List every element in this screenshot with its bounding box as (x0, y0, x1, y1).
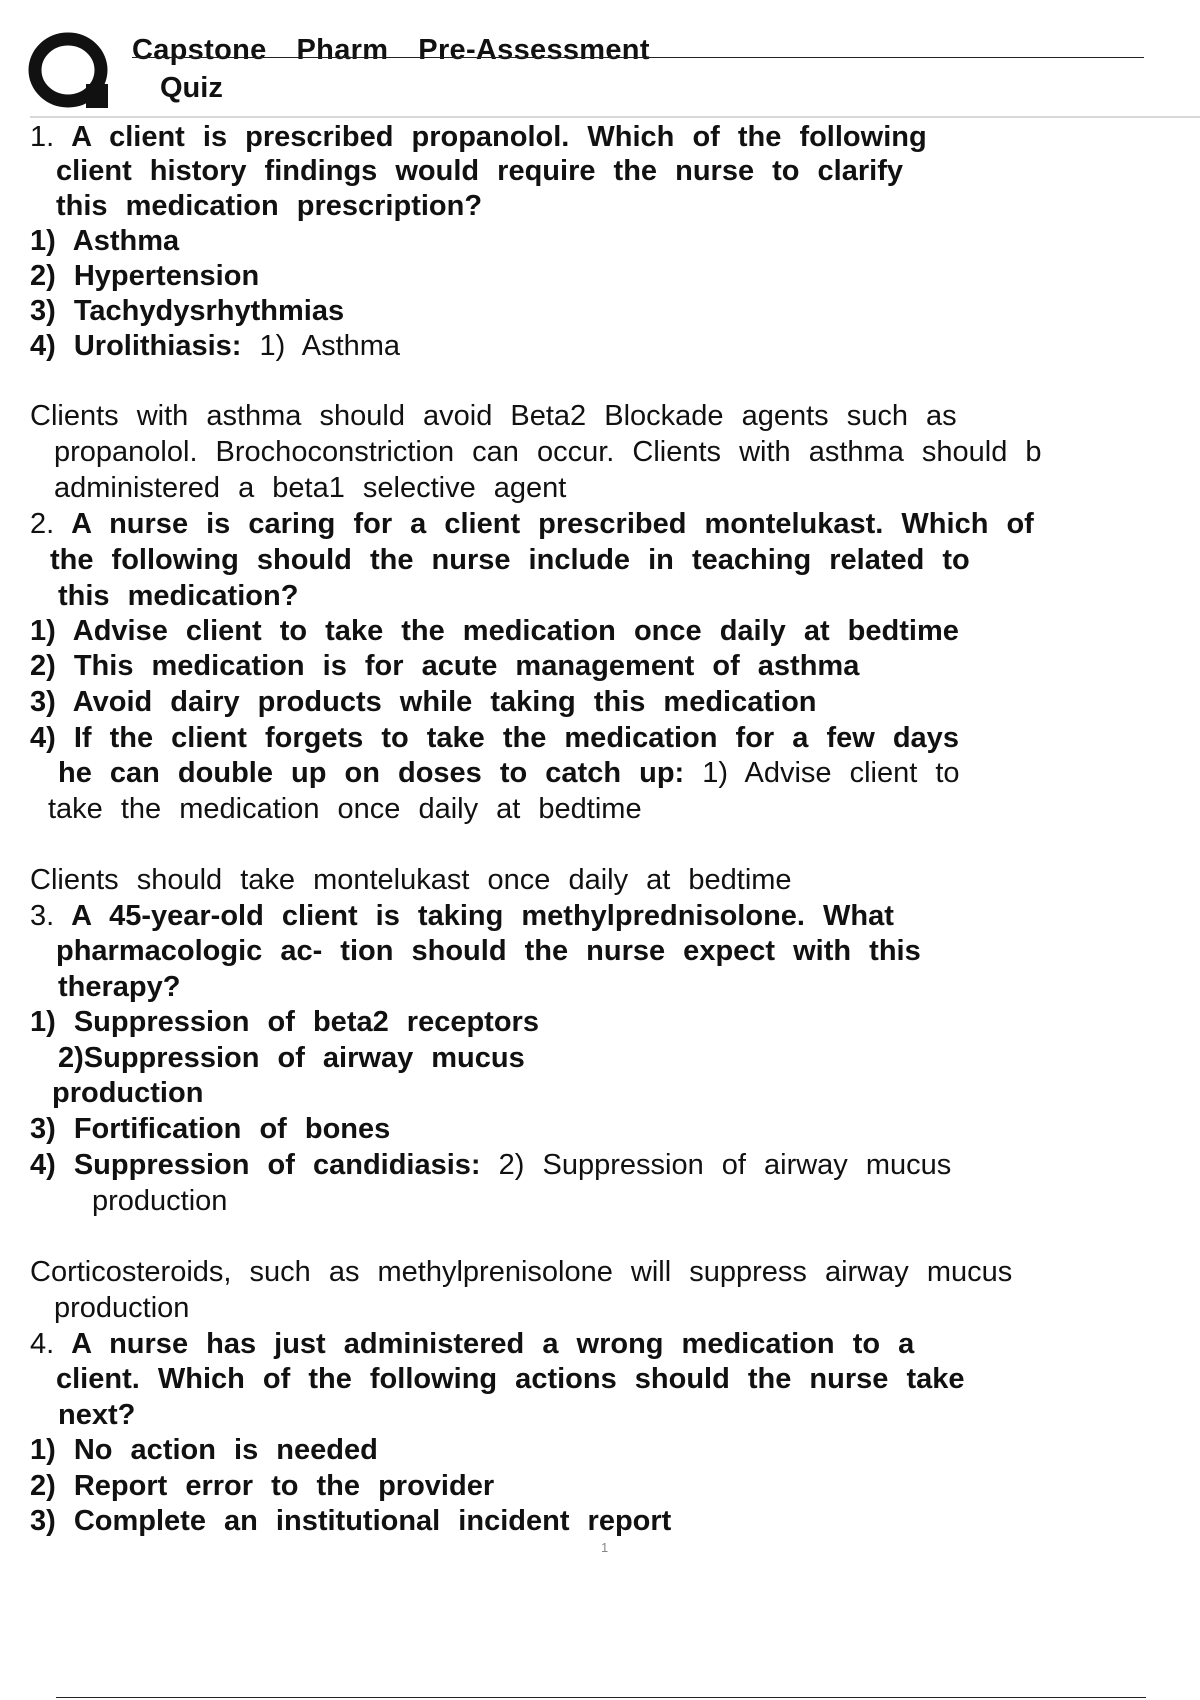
question-4-stem-line: client. Which of the following actions should the nurse take (56, 1363, 965, 1395)
question-1-answer: 1) Asthma (259, 330, 401, 362)
question-4-stem-line: next? (58, 1399, 136, 1431)
question-3-answer: production (92, 1185, 228, 1217)
footer-divider (56, 1697, 1146, 1698)
question-2-stem-line: 2. A nurse is caring for a client prescribed montelukast. Which of (30, 508, 1034, 540)
question-3-option-continued: production (52, 1077, 204, 1109)
question-2-option: 2) This medication is for acute management of asthma (30, 650, 860, 682)
title-underline (132, 57, 1144, 58)
question-1-stem-line: client history findings would require the nurse to clarify (56, 155, 903, 187)
page-number: 1 (601, 1540, 609, 1555)
question-1-stem-line: 1. A client is prescribed propanolol. Which of the following (30, 121, 927, 153)
question-3-stem-line: 3. A 45-year-old client is taking methylprednisolone. What (30, 900, 894, 932)
document-subtitle: Quiz (160, 72, 223, 104)
question-2-option: 3) Avoid dairy products while taking this medication (30, 686, 817, 718)
question-2-answer: 1) Advise client to (702, 757, 960, 789)
question-1-rationale: Clients with asthma should avoid Beta2 Blockade agents such as (30, 400, 957, 432)
question-3-option: 4) Suppression of candidiasis: 2) Suppression of airway mucus (30, 1149, 952, 1181)
question-1-option: 3) Tachydysrhythmias (30, 295, 345, 327)
question-2-stem-line: this medication? (58, 580, 299, 612)
question-2-stem-line: the following should the nurse include in teaching related to (50, 544, 970, 576)
question-1-option: 2) Hypertension (30, 260, 260, 292)
question-2-option-continued: he can double up on doses to catch up: 1) Advise client to (58, 757, 960, 789)
question-3-stem-line: pharmacologic ac- tion should the nurse expect with this (56, 935, 921, 967)
question-2-option: 4) If the client forgets to take the medication for a few days (30, 722, 959, 754)
header-divider (30, 116, 1200, 118)
question-4-stem-line: 4. A nurse has just administered a wrong medication to a (30, 1328, 915, 1360)
question-3-option: 2)Suppression of airway mucus (58, 1042, 525, 1074)
question-4-option: 2) Report error to the provider (30, 1470, 495, 1502)
question-1-option: 1) Asthma (30, 225, 180, 257)
question-2-option: 1) Advise client to take the medication once daily at bedtime (30, 615, 959, 647)
question-3-rationale: Corticosteroids, such as methylprenisolone will suppress airway mucus (30, 1256, 1013, 1288)
q-logo-icon (26, 28, 112, 114)
question-1-stem-line: this medication prescription? (56, 190, 483, 222)
question-3-answer: 2) Suppression of airway mucus (498, 1149, 952, 1181)
question-3-option: 3) Fortification of bones (30, 1113, 391, 1145)
question-2-rationale: Clients should take montelukast once daily at bedtime (30, 864, 792, 896)
question-4-option: 3) Complete an institutional incident report (30, 1505, 672, 1537)
question-1-option: 4) Urolithiasis: 1) Asthma (30, 330, 401, 362)
question-3-rationale: production (54, 1292, 190, 1324)
question-3-stem-line: therapy? (58, 971, 181, 1003)
question-4-option: 1) No action is needed (30, 1434, 378, 1466)
question-1-rationale: propanolol. Brochoconstriction can occur. Clients with asthma should b (54, 436, 1042, 468)
question-3-option: 1) Suppression of beta2 receptors (30, 1006, 539, 1038)
question-1-rationale: administered a beta1 selective agent (54, 472, 567, 504)
question-2-answer: take the medication once daily at bedtime (48, 793, 642, 825)
document-title: Capstone Pharm Pre-Assessment (132, 34, 650, 66)
